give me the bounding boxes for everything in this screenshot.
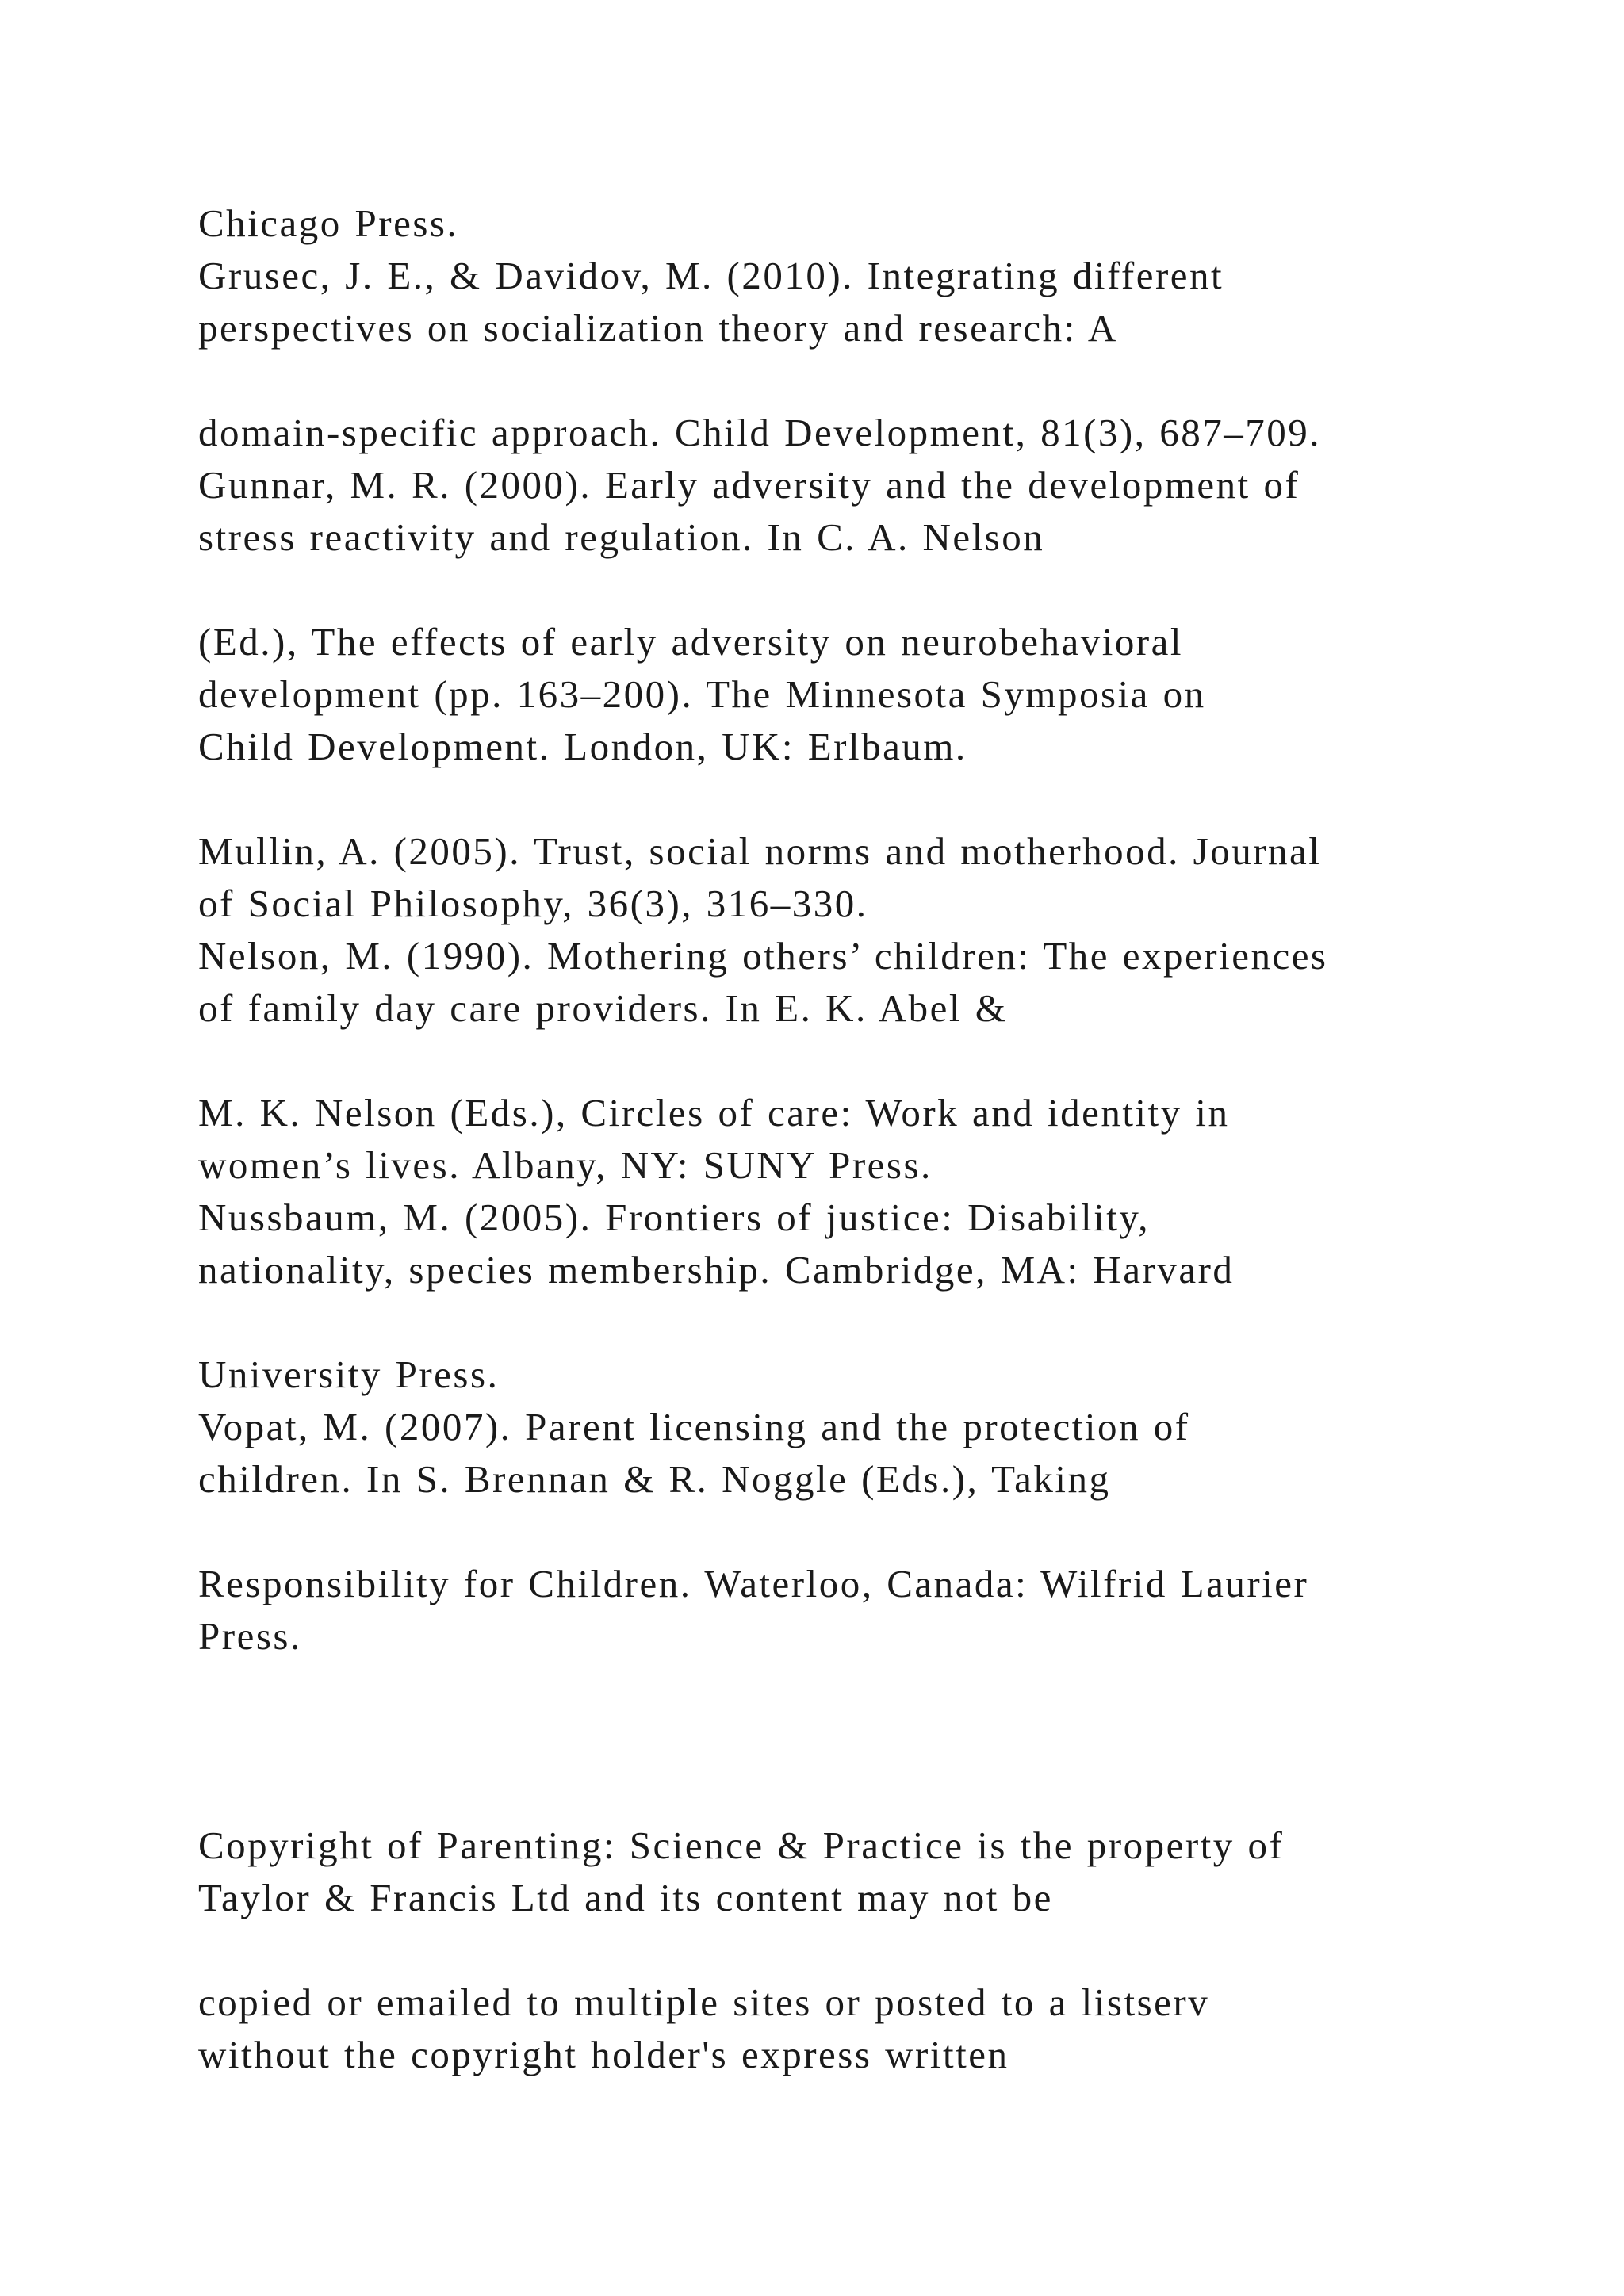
text-line: M. K. Nelson (Eds.), Circles of care: Work and identity in — [198, 1091, 1230, 1135]
text-line: Chicago Press. — [198, 201, 459, 245]
text-line: Nelson, M. (1990). Mothering others’ children: The experiences — [198, 934, 1328, 978]
text-line: Copyright of Parenting: Science & Practice is the property of — [198, 1823, 1285, 1867]
text-line: of Social Philosophy, 36(3), 316–330. — [198, 882, 868, 925]
text-line: women’s lives. Albany, NY: SUNY Press. — [198, 1143, 933, 1187]
text-line: perspectives on socialization theory and research: A — [198, 306, 1118, 350]
text-line: copied or emailed to multiple sites or posted to a listserv — [198, 1980, 1210, 2024]
text-line: Vopat, M. (2007). Parent licensing and the protection of — [198, 1405, 1190, 1448]
text-line: development (pp. 163–200). The Minnesota Symposia on — [198, 672, 1206, 716]
text-line: Gunnar, M. R. (2000). Early adversity and the development of — [198, 463, 1300, 507]
text-line: children. In S. Brennan & R. Noggle (Eds.), Taking — [198, 1457, 1111, 1501]
text-line: of family day care providers. In E. K. Abel & — [198, 986, 1008, 1030]
text-line: Press. — [198, 1614, 302, 1658]
text-line: Grusec, J. E., & Davidov, M. (2010). Integrating different — [198, 254, 1224, 297]
text-line: domain-specific approach. Child Development, 81(3), 687–709. — [198, 411, 1321, 454]
text-line: nationality, species membership. Cambridge, MA: Harvard — [198, 1248, 1235, 1292]
text-line: Child Development. London, UK: Erlbaum. — [198, 725, 967, 768]
text-line: Mullin, A. (2005). Trust, social norms and motherhood. Journal — [198, 829, 1322, 873]
text-line: stress reactivity and regulation. In C. A. Nelson — [198, 515, 1045, 559]
text-line: (Ed.), The effects of early adversity on neurobehavioral — [198, 620, 1184, 664]
text-line: Nussbaum, M. (2005). Frontiers of justice: Disability, — [198, 1196, 1150, 1239]
text-line: without the copyright holder's express written — [198, 2033, 1009, 2076]
text-line: University Press. — [198, 1353, 500, 1396]
text-line: Responsibility for Children. Waterloo, Canada: Wilfrid Laurier — [198, 1562, 1309, 1605]
text-line: Taylor & Francis Ltd and its content may not be — [198, 1876, 1053, 1919]
